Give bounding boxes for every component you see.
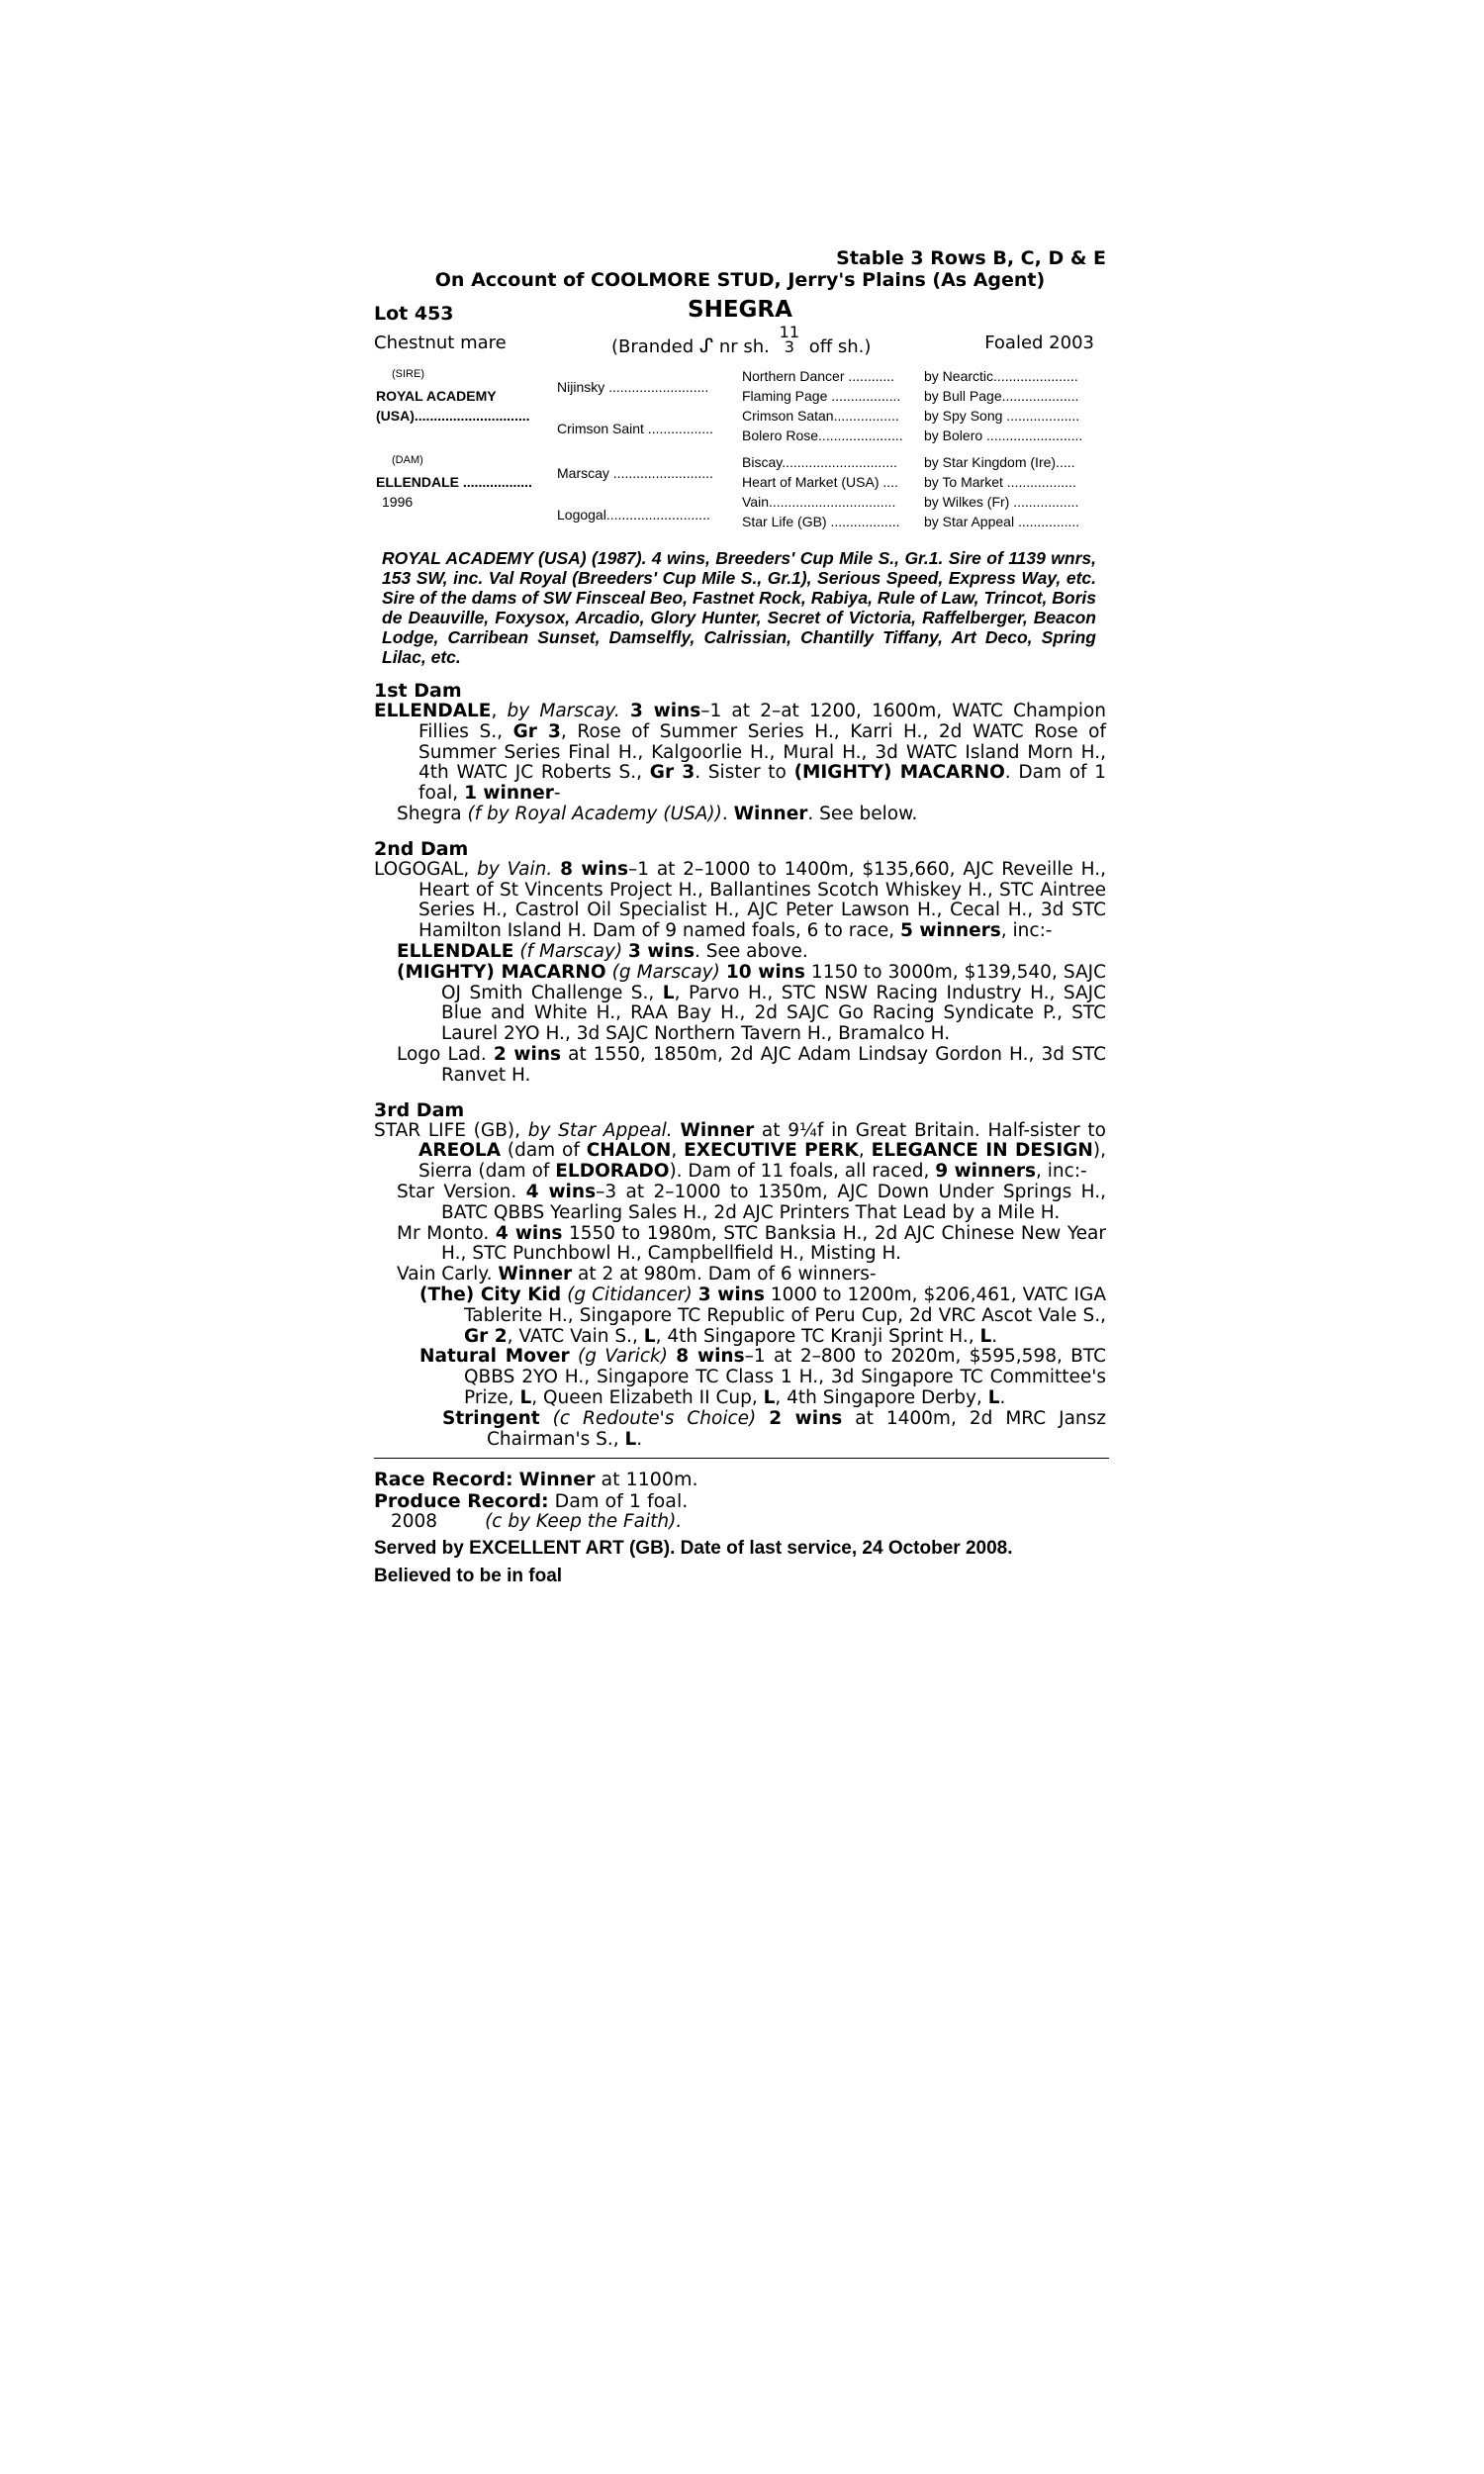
sire-name: ROYAL ACADEMY	[376, 388, 497, 404]
dam-sire: Marscay ..........................	[557, 465, 713, 481]
vendor-account: On Account of COOLMORE STUD, Jerry's Plains (As Agent)	[434, 269, 1046, 291]
race-record	[374, 1469, 1106, 1490]
race-record-label: Race Record:	[374, 1469, 513, 1491]
third-dam-heading: 3rd Dam	[374, 1098, 465, 1121]
progeny-name: Vain Carly.	[397, 1264, 499, 1285]
listed-label: L	[987, 1386, 1000, 1408]
listed-label: L	[662, 982, 675, 1003]
text: . See below.	[807, 803, 918, 824]
produce-record	[374, 1490, 1106, 1512]
text: , inc:-	[1036, 1161, 1087, 1183]
third-dam-name: STAR LIFE (GB),	[374, 1119, 520, 1141]
lot-number: Lot 453	[374, 303, 454, 325]
sire-country: (USA)..............................	[376, 408, 530, 424]
served-by: Served by EXCELLENT ART (GB). Date of last service, 24 October 2008.	[374, 1538, 1013, 1560]
first-dam-sire: by Marscay.	[507, 701, 620, 721]
text: at 1100m.	[595, 1469, 698, 1491]
ancestor-sire-6: by To Market ..................	[924, 474, 1076, 490]
progeny-name: CHALON	[586, 1140, 672, 1162]
divider	[374, 1458, 1109, 1459]
text: at 9¼f in Great Britain. Half-sister to	[754, 1119, 1106, 1141]
ancestor-sire-7: by Wilkes (Fr) .................	[924, 494, 1079, 510]
foal-name: Shegra	[397, 803, 462, 824]
progeny-name: (The) City Kid	[419, 1284, 562, 1305]
ancestor-sire-2: by Bull Page....................	[924, 388, 1079, 404]
dam-tag: (DAM)	[392, 454, 423, 466]
race-record-winner: Winner	[518, 1469, 596, 1491]
progeny-name: Logo Lad.	[397, 1043, 494, 1065]
progeny-wins: 2 wins	[769, 1407, 843, 1429]
sire-note: ROYAL ACADEMY (USA) (1987). 4 wins, Breeders' Cup Mile S., Gr.1. Sire of 1139 wnrs, 153 SW, inc. Val Royal (Breeders' Cup Mile S., Gr.1), Serious Speed, Express Way, etc. Sire of the dams of SW Finsceal Beo, Fastnet Rock, Rabiya, Rule of Law, Trincot, Boris de Deauville, Foxysox, Arcadio, Glory Hunter, Secret of Victoria, Raffelberger, Beacon Lodge, Carribean Sunset, Damselfly, Calrissian, Chantilly Tiffany, Art Deco, Spring Lilac, etc.	[382, 548, 1096, 667]
progeny-city-kid	[374, 1285, 1106, 1347]
text: (dam of	[501, 1140, 587, 1162]
pedigree-table	[374, 368, 1106, 536]
text: , inc:-	[1000, 920, 1053, 942]
brand-description	[611, 323, 872, 362]
text: 1000 to 1200m, $206,461, VATC IGA Tablerite H., Singapore TC Republic of Peru Cup, 2d VRC Ascot Vale S.,	[464, 1284, 1106, 1326]
produce-desc: (c by Keep the Faith).	[485, 1511, 683, 1533]
progeny-name: Star Version.	[397, 1181, 526, 1202]
text: ,	[858, 1140, 872, 1162]
first-dam-wins: 3 wins	[630, 701, 701, 721]
foaled-year: Foaled 2003	[984, 333, 1094, 353]
ancestor-3: Crimson Satan.................	[742, 408, 899, 424]
progeny-sire: (g Citidancer)	[567, 1284, 693, 1305]
ancestor-7: Vain.................................	[742, 494, 896, 510]
brand-number-bottom: 3	[784, 337, 794, 356]
text: , 4th Singapore Derby,	[775, 1386, 988, 1408]
catalogue-page	[374, 247, 1106, 1587]
ancestor-2: Flaming Page ..................	[742, 388, 901, 404]
text: –1 at 2–at 1200, 1600m, WATC Champion Fillies S.,	[418, 701, 1107, 742]
text: at 1400m, 2d MRC Jansz Chairman's S.,	[487, 1407, 1106, 1450]
winner-count: 5 winners	[900, 920, 1001, 942]
progeny-wins: 2 wins	[493, 1043, 561, 1065]
horse-name: SHEGRA	[688, 297, 792, 323]
progeny-name: ELLENDALE	[397, 940, 514, 962]
text: ), Sierra (dam of	[418, 1140, 1106, 1183]
lot-row	[374, 297, 1106, 329]
second-dam-heading: 2nd Dam	[374, 837, 469, 860]
progeny-wins: 4 wins	[525, 1181, 597, 1202]
progeny-macarno	[374, 963, 1106, 1045]
brand-row	[374, 323, 1106, 362]
progeny-name: Mr Monto.	[397, 1222, 496, 1244]
ancestor-1: Northern Dancer ............	[742, 368, 895, 384]
text: at 1550, 1850m, 2d AJC Adam Lindsay Gordon H., 3d STC Ranvet H.	[441, 1043, 1106, 1086]
text: 1550 to 1980m, STC Banksia H., 2d AJC Chinese New Year H., STC Punchbowl H., Campbellfield H., Misting H.	[441, 1222, 1106, 1265]
sire-sire: Nijinsky ..........................	[557, 379, 709, 395]
produce-year: 2008	[391, 1511, 438, 1533]
progeny-vain-carly	[374, 1265, 1106, 1285]
text: -	[553, 783, 561, 805]
brand-off-side: off sh.)	[808, 336, 872, 357]
winner-count: 1 winner	[464, 783, 554, 805]
text: –1 at 2–1000 to 1400m, $135,660, AJC Reveille H., Heart of St Vincents Project H., Ballantines Scotch Whiskey H., STC Aintree Series H., Castrol Oil Specialist H., AJC Peter Lawson H., Cecal H., 3d STC Hamilton Island H. Dam of 9 named foals, 6 to race,	[418, 858, 1106, 942]
progeny-logo-lad	[374, 1045, 1106, 1087]
group-label: Gr 3	[512, 720, 561, 742]
text: at 2 at 980m. Dam of 6 winners-	[572, 1264, 877, 1285]
dam-name: ELLENDALE ..................	[376, 474, 532, 490]
brand-mark-icon: ᔑ	[698, 333, 714, 357]
text: , VATC Vain S.,	[507, 1325, 644, 1347]
progeny-sire: (f Marscay)	[519, 940, 623, 962]
third-dam-entry	[374, 1121, 1106, 1183]
foal-sire: (f by Royal Academy (USA))	[467, 803, 722, 824]
second-dam-wins: 8 wins	[560, 858, 628, 880]
text: 1150 to 3000m, $139,540, SAJC OJ Smith Challenge S.,	[441, 961, 1106, 1003]
ancestor-sire-3: by Spy Song ...................	[924, 408, 1080, 424]
progeny-natural-mover	[374, 1347, 1106, 1408]
brand-number	[780, 325, 799, 354]
ancestor-5: Biscay..............................	[742, 454, 897, 470]
text: , Queen Elizabeth II Cup,	[531, 1386, 764, 1408]
dam-year: 1996	[382, 494, 414, 510]
text: .	[991, 1325, 998, 1347]
ancestor-6: Heart of Market (USA) ....	[742, 474, 898, 490]
first-dam-entry: ELLENDALE, by Marscay. 3 wins–1 at 2–at 1200, 1600m, WATC Champion Fillies S., Gr 3, Rose of Summer Series H., Karri H., 2d WATC Rose of Summer Series Final H., Kalgoorlie H., Mural H., 3d WATC Island Morn H., 4th WATC JC Roberts S., Gr 3. Sister to (MIGHTY) MACARNO. Dam of 1 foal, 1 winner-	[374, 701, 1107, 805]
listed-label: L	[519, 1386, 532, 1408]
progeny-stringent	[374, 1409, 1106, 1451]
color-sex: Chestnut mare	[374, 333, 507, 353]
progeny-name: Stringent	[442, 1407, 540, 1429]
listed-label: L	[979, 1325, 992, 1347]
second-dam-sire: by Vain.	[477, 858, 553, 880]
progeny-name: EXECUTIVE PERK	[684, 1140, 859, 1162]
progeny-name: ELEGANCE IN DESIGN	[871, 1140, 1093, 1162]
text: –3 at 2–1000 to 1350m, AJC Down Under Springs H., BATC QBBS Yearling Sales H., 2d AJC Printers That Lead by a Mile H.	[441, 1181, 1106, 1223]
text: . Sister to	[695, 762, 794, 784]
progeny-name: Natural Mover	[419, 1346, 570, 1368]
progeny-wins: 3 wins	[628, 940, 695, 962]
sire-dam: Crimson Saint .................	[557, 421, 713, 436]
in-foal-status: Believed to be in foal	[374, 1566, 563, 1587]
text: ). Dam of 11 foals, all raced,	[669, 1161, 936, 1183]
brand-number-top: 11	[779, 323, 799, 341]
ancestor-sire-8: by Star Appeal ................	[924, 514, 1080, 529]
third-dam-winner: Winner	[680, 1119, 755, 1141]
dam-dam: Logogal...........................	[557, 507, 710, 523]
text: . Dam of 1 foal,	[418, 762, 1107, 805]
text: –1 at 2–800 to 2020m, $595,598, BTC QBBS 2YO H., Singapore TC Class 1 H., 3d Singapore TC Committee's Prize,	[464, 1346, 1106, 1408]
text: .	[999, 1386, 1006, 1408]
progeny-sire: (g Varick)	[577, 1346, 668, 1368]
ancestor-8: Star Life (GB) ..................	[742, 514, 900, 529]
second-dam-entry	[374, 860, 1106, 942]
listed-label: L	[763, 1386, 776, 1408]
text: ,	[671, 1140, 685, 1162]
progeny-star-version	[374, 1183, 1106, 1224]
produce-record-label: Produce Record:	[374, 1490, 549, 1513]
group-label: Gr 2	[464, 1325, 508, 1347]
progeny-mr-monto	[374, 1224, 1106, 1266]
produce-entry	[374, 1512, 1106, 1532]
progeny-wins: 8 wins	[676, 1346, 745, 1368]
brand-prefix: (Branded	[611, 336, 695, 357]
text: Dam of 1 foal.	[548, 1490, 689, 1513]
sire-tag: (SIRE)	[392, 368, 424, 380]
group-label: Gr 3	[649, 762, 696, 784]
third-dam-sire: by Star Appeal.	[527, 1119, 673, 1141]
progeny-winner: Winner	[498, 1264, 573, 1285]
text: , Rose of Summer Series H., Karri H., 2d WATC Rose of Summer Series Final H., Kalgoorlie H., Mural H., 3d WATC Island Morn H., 4th WATC JC Roberts S.,	[418, 720, 1107, 784]
text: .	[636, 1428, 643, 1450]
brand-near-side: nr sh.	[718, 336, 770, 357]
half-sister-name: AREOLA	[418, 1140, 502, 1162]
text: . See above.	[694, 940, 808, 962]
first-dam-name: ELLENDALE	[374, 701, 492, 721]
second-dam-name: LOGOGAL,	[374, 858, 470, 880]
listed-label: L	[624, 1428, 637, 1450]
ancestor-sire-4: by Bolero .........................	[924, 428, 1083, 443]
progeny-name: ELDORADO	[555, 1161, 670, 1183]
listed-label: L	[643, 1325, 656, 1347]
progeny-ellendale	[374, 942, 1106, 963]
progeny-sire: (c Redoute's Choice)	[552, 1407, 757, 1429]
stable-location: Stable 3 Rows B, C, D & E	[836, 247, 1106, 269]
ancestor-sire-1: by Nearctic......................	[924, 368, 1078, 384]
ancestor-4: Bolero Rose......................	[742, 428, 903, 443]
progeny-wins: 10 wins	[725, 961, 805, 983]
progeny-sire: (g Marscay)	[611, 961, 720, 983]
first-dam-foal	[374, 805, 1106, 825]
progeny-name: (MIGHTY) MACARNO	[397, 961, 606, 983]
text: , 4th Singapore TC Kranji Sprint H.,	[655, 1325, 980, 1347]
first-dam-heading: 1st Dam	[374, 680, 462, 702]
text: , Parvo H., STC NSW Racing Industry H., SAJC Blue and White H., RAA Bay H., 2d SAJC Go Racing Syndicate P., STC Laurel 2YO H., 3d SAJC Northern Tavern H., Bramalco H.	[441, 982, 1107, 1045]
winner-count: 9 winners	[935, 1161, 1037, 1183]
foal-winner: Winner	[733, 803, 808, 824]
text: .	[721, 803, 734, 824]
progeny-wins: 4 wins	[495, 1222, 563, 1244]
progeny-wins: 3 wins	[697, 1284, 765, 1305]
ancestor-sire-5: by Star Kingdom (Ire).....	[924, 454, 1075, 470]
sister-name: (MIGHTY) MACARNO	[793, 762, 1005, 784]
